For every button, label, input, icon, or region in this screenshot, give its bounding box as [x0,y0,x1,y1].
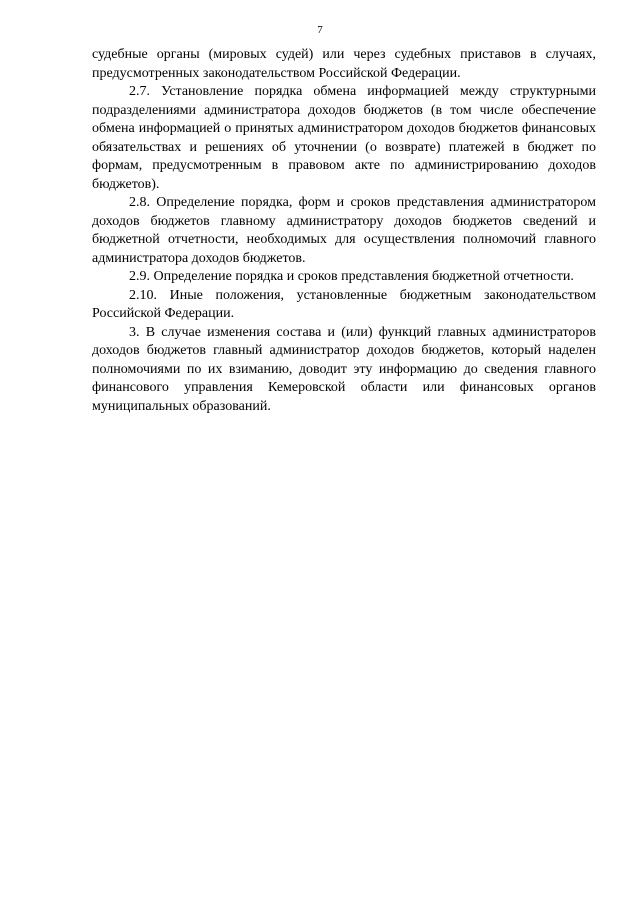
paragraph-continuation: судебные органы (мировых судей) или через судебных приставов в случаях, предусмотренных законодательством Российской Федерации. [92,47,596,81]
paragraph-2-9: 2.9. Определение порядка и сроков представления бюджетной отчетности. [129,269,574,284]
paragraph-3: 3. В случае изменения состава и (или) функций главных администраторов доходов бюджетов главный администратор доходов бюджетов, который наделен полномочиями по их взиманию, доводит эту информацию до сведения главного финансового управления Кемеровской области или финансовых органов муниципальных образований. [92,324,596,414]
page-number: 7 [317,24,323,36]
paragraph-2-10: 2.10. Иные положения, установленные бюджетным законодательством Российской Федерации. [92,287,596,321]
document-body [92,46,596,416]
paragraph-2-8: 2.8. Определение порядка, форм и сроков представления администратором доходов бюджетов главному администратору доходов бюджетов сведений и бюджетной отчетности, необходимых для осуществления полномочий главного администратора доходов бюджетов. [92,195,596,266]
paragraph-2-7: 2.7. Установление порядка обмена информацией между структурными подразделениями администратора доходов бюджетов (в том числе обеспечение обмена информацией о принятых администратором доходов бюджетов финансовых обязательствах и решениях об уточнении (о возврате) платежей в бюджет по формам, предусмотренным в правовом акте по администрированию доходов бюджетов). [92,84,596,192]
